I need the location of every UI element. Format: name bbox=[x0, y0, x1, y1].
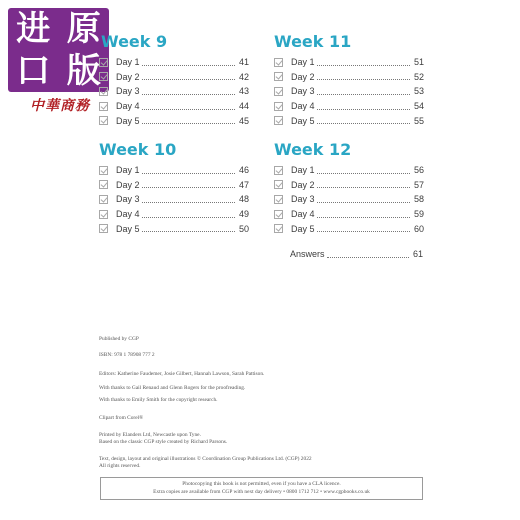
notice-line: Extra copies are available from CGP with next day delivery • 0800 1712 712 • www.cgpbooks.co.uk bbox=[153, 488, 370, 495]
day-label: Day 2 bbox=[116, 179, 140, 190]
checkbox-icon[interactable] bbox=[99, 210, 108, 219]
page-number: 49 bbox=[238, 209, 249, 220]
day-label: Day 3 bbox=[116, 86, 140, 97]
page-number: 58 bbox=[413, 194, 424, 205]
day-row bbox=[99, 99, 249, 114]
dot-leader bbox=[142, 225, 235, 232]
notice-line: Photocopying this book is not permitted, even if you have a CLA licence. bbox=[182, 481, 341, 487]
page-number: 50 bbox=[238, 223, 249, 234]
day-label: Day 1 bbox=[291, 165, 315, 176]
day-row bbox=[99, 192, 249, 207]
dot-leader bbox=[317, 225, 410, 232]
day-row bbox=[99, 207, 249, 222]
day-label: Day 2 bbox=[116, 71, 140, 82]
day-label: Day 3 bbox=[291, 86, 315, 97]
checkbox-icon[interactable] bbox=[274, 72, 283, 81]
dot-leader bbox=[142, 88, 235, 95]
day-row bbox=[274, 84, 424, 99]
page-number: 52 bbox=[413, 71, 424, 82]
checkbox-icon[interactable] bbox=[274, 102, 283, 111]
brand-text: 中華商務 bbox=[30, 98, 90, 114]
dot-leader bbox=[142, 117, 235, 124]
answers-label: Answers bbox=[290, 249, 325, 259]
dot-leader bbox=[142, 103, 235, 110]
answers-row bbox=[290, 248, 423, 260]
day-label: Day 4 bbox=[116, 209, 140, 220]
page-number: 59 bbox=[413, 209, 424, 220]
day-row bbox=[274, 70, 424, 85]
badge-char: 版 bbox=[66, 51, 101, 91]
checkbox-icon[interactable] bbox=[99, 116, 108, 125]
badge-box bbox=[8, 8, 109, 92]
dot-leader bbox=[317, 103, 410, 110]
page-number: 57 bbox=[413, 179, 424, 190]
photocopy-notice bbox=[100, 477, 423, 500]
checkbox-icon[interactable] bbox=[274, 58, 283, 67]
day-label: Day 3 bbox=[116, 194, 140, 205]
dot-leader bbox=[142, 59, 235, 66]
badge-char: 进 bbox=[16, 9, 51, 49]
dot-leader bbox=[317, 117, 410, 124]
day-row bbox=[274, 178, 424, 193]
week-section bbox=[99, 32, 249, 128]
publisher-line: Published by CGP bbox=[99, 336, 139, 342]
page-number: 60 bbox=[413, 223, 424, 234]
based-on-line: Based on the classic CGP style created by Richard Parsons. bbox=[99, 439, 228, 445]
checkbox-icon[interactable] bbox=[274, 116, 283, 125]
dot-leader bbox=[317, 181, 410, 188]
page-number: 54 bbox=[413, 101, 424, 112]
week-section bbox=[99, 140, 249, 236]
page-number: 48 bbox=[238, 194, 249, 205]
day-label: Day 5 bbox=[291, 115, 315, 126]
dot-leader bbox=[317, 196, 410, 203]
editors-line: Editors: Katherine Faudemer, Josie Gilbert, Hannah Lawson, Sarah Pattison. bbox=[99, 371, 265, 377]
day-row bbox=[274, 192, 424, 207]
dot-leader bbox=[142, 181, 235, 188]
week-section bbox=[274, 32, 424, 128]
page-number: 44 bbox=[238, 101, 249, 112]
checkbox-icon[interactable] bbox=[99, 72, 108, 81]
checkbox-icon[interactable] bbox=[99, 180, 108, 189]
day-label: Day 4 bbox=[116, 101, 140, 112]
page-number: 53 bbox=[413, 86, 424, 97]
day-label: Day 2 bbox=[291, 179, 315, 190]
day-label: Day 5 bbox=[116, 223, 140, 234]
week-section bbox=[274, 140, 424, 236]
day-label: Day 3 bbox=[291, 194, 315, 205]
dot-leader bbox=[142, 167, 235, 174]
dot-leader bbox=[317, 167, 410, 174]
dot-leader bbox=[142, 73, 235, 80]
page-number: 51 bbox=[413, 57, 424, 68]
isbn-line: ISBN: 978 1 78908 777 2 bbox=[99, 352, 155, 358]
day-label: Day 2 bbox=[291, 71, 315, 82]
checkbox-icon[interactable] bbox=[274, 195, 283, 204]
thanks-line: With thanks to Emily Smith for the copyright research. bbox=[99, 397, 218, 403]
checkbox-icon[interactable] bbox=[274, 166, 283, 175]
import-badge-logo bbox=[0, 0, 114, 124]
checkbox-icon[interactable] bbox=[274, 210, 283, 219]
day-row bbox=[99, 70, 249, 85]
page-number: 56 bbox=[413, 165, 424, 176]
page-number: 47 bbox=[238, 179, 249, 190]
week-title: Week 11 bbox=[274, 32, 352, 51]
day-label: Day 1 bbox=[116, 165, 140, 176]
day-row bbox=[99, 84, 249, 99]
dot-leader bbox=[317, 211, 410, 218]
day-label: Day 1 bbox=[116, 57, 140, 68]
checkbox-icon[interactable] bbox=[99, 87, 108, 96]
clipart-line: Clipart from Corel® bbox=[99, 415, 144, 421]
rights-line: All rights reserved. bbox=[99, 463, 141, 469]
page-number: 45 bbox=[238, 115, 249, 126]
day-row bbox=[274, 163, 424, 178]
day-label: Day 1 bbox=[291, 57, 315, 68]
checkbox-icon[interactable] bbox=[274, 224, 283, 233]
day-row bbox=[99, 55, 249, 70]
dot-leader bbox=[142, 196, 235, 203]
day-row bbox=[99, 221, 249, 236]
page-number: 42 bbox=[238, 71, 249, 82]
day-label: Day 5 bbox=[291, 223, 315, 234]
checkbox-icon[interactable] bbox=[99, 224, 108, 233]
checkbox-icon[interactable] bbox=[99, 166, 108, 175]
checkbox-icon[interactable] bbox=[274, 87, 283, 96]
day-row bbox=[274, 55, 424, 70]
day-row bbox=[274, 221, 424, 236]
day-row bbox=[274, 207, 424, 222]
week-title: Week 10 bbox=[99, 140, 177, 159]
dot-leader bbox=[327, 251, 409, 258]
week-title: Week 12 bbox=[274, 140, 352, 159]
copyright-line: Text, design, layout and original illustrations © Coordination Group Publications Ltd. (CGP) 2022 bbox=[99, 456, 312, 462]
dot-leader bbox=[317, 59, 410, 66]
page-number: 43 bbox=[238, 86, 249, 97]
day-label: Day 5 bbox=[116, 115, 140, 126]
page-number: 55 bbox=[413, 115, 424, 126]
checkbox-icon[interactable] bbox=[99, 195, 108, 204]
day-label: Day 4 bbox=[291, 209, 315, 220]
day-row bbox=[274, 113, 424, 128]
page-number: 46 bbox=[238, 165, 249, 176]
day-row bbox=[99, 163, 249, 178]
day-row bbox=[274, 99, 424, 114]
week-title: Week 9 bbox=[101, 32, 168, 51]
dot-leader bbox=[317, 73, 410, 80]
checkbox-icon[interactable] bbox=[99, 58, 108, 67]
checkbox-icon[interactable] bbox=[274, 180, 283, 189]
printer-line: Printed by Elanders Ltd, Newcastle upon Tyne. bbox=[99, 432, 201, 438]
badge-char: 原 bbox=[66, 9, 101, 49]
thanks-line: With thanks to Gail Renaud and Glenn Rogers for the proofreading. bbox=[99, 385, 246, 391]
page-number: 41 bbox=[238, 57, 249, 68]
checkbox-icon[interactable] bbox=[99, 102, 108, 111]
day-row bbox=[99, 178, 249, 193]
dot-leader bbox=[142, 211, 235, 218]
dot-leader bbox=[317, 88, 410, 95]
page-number: 61 bbox=[412, 249, 423, 259]
day-label: Day 4 bbox=[291, 101, 315, 112]
badge-char: 口 bbox=[16, 51, 51, 91]
day-row bbox=[99, 113, 249, 128]
